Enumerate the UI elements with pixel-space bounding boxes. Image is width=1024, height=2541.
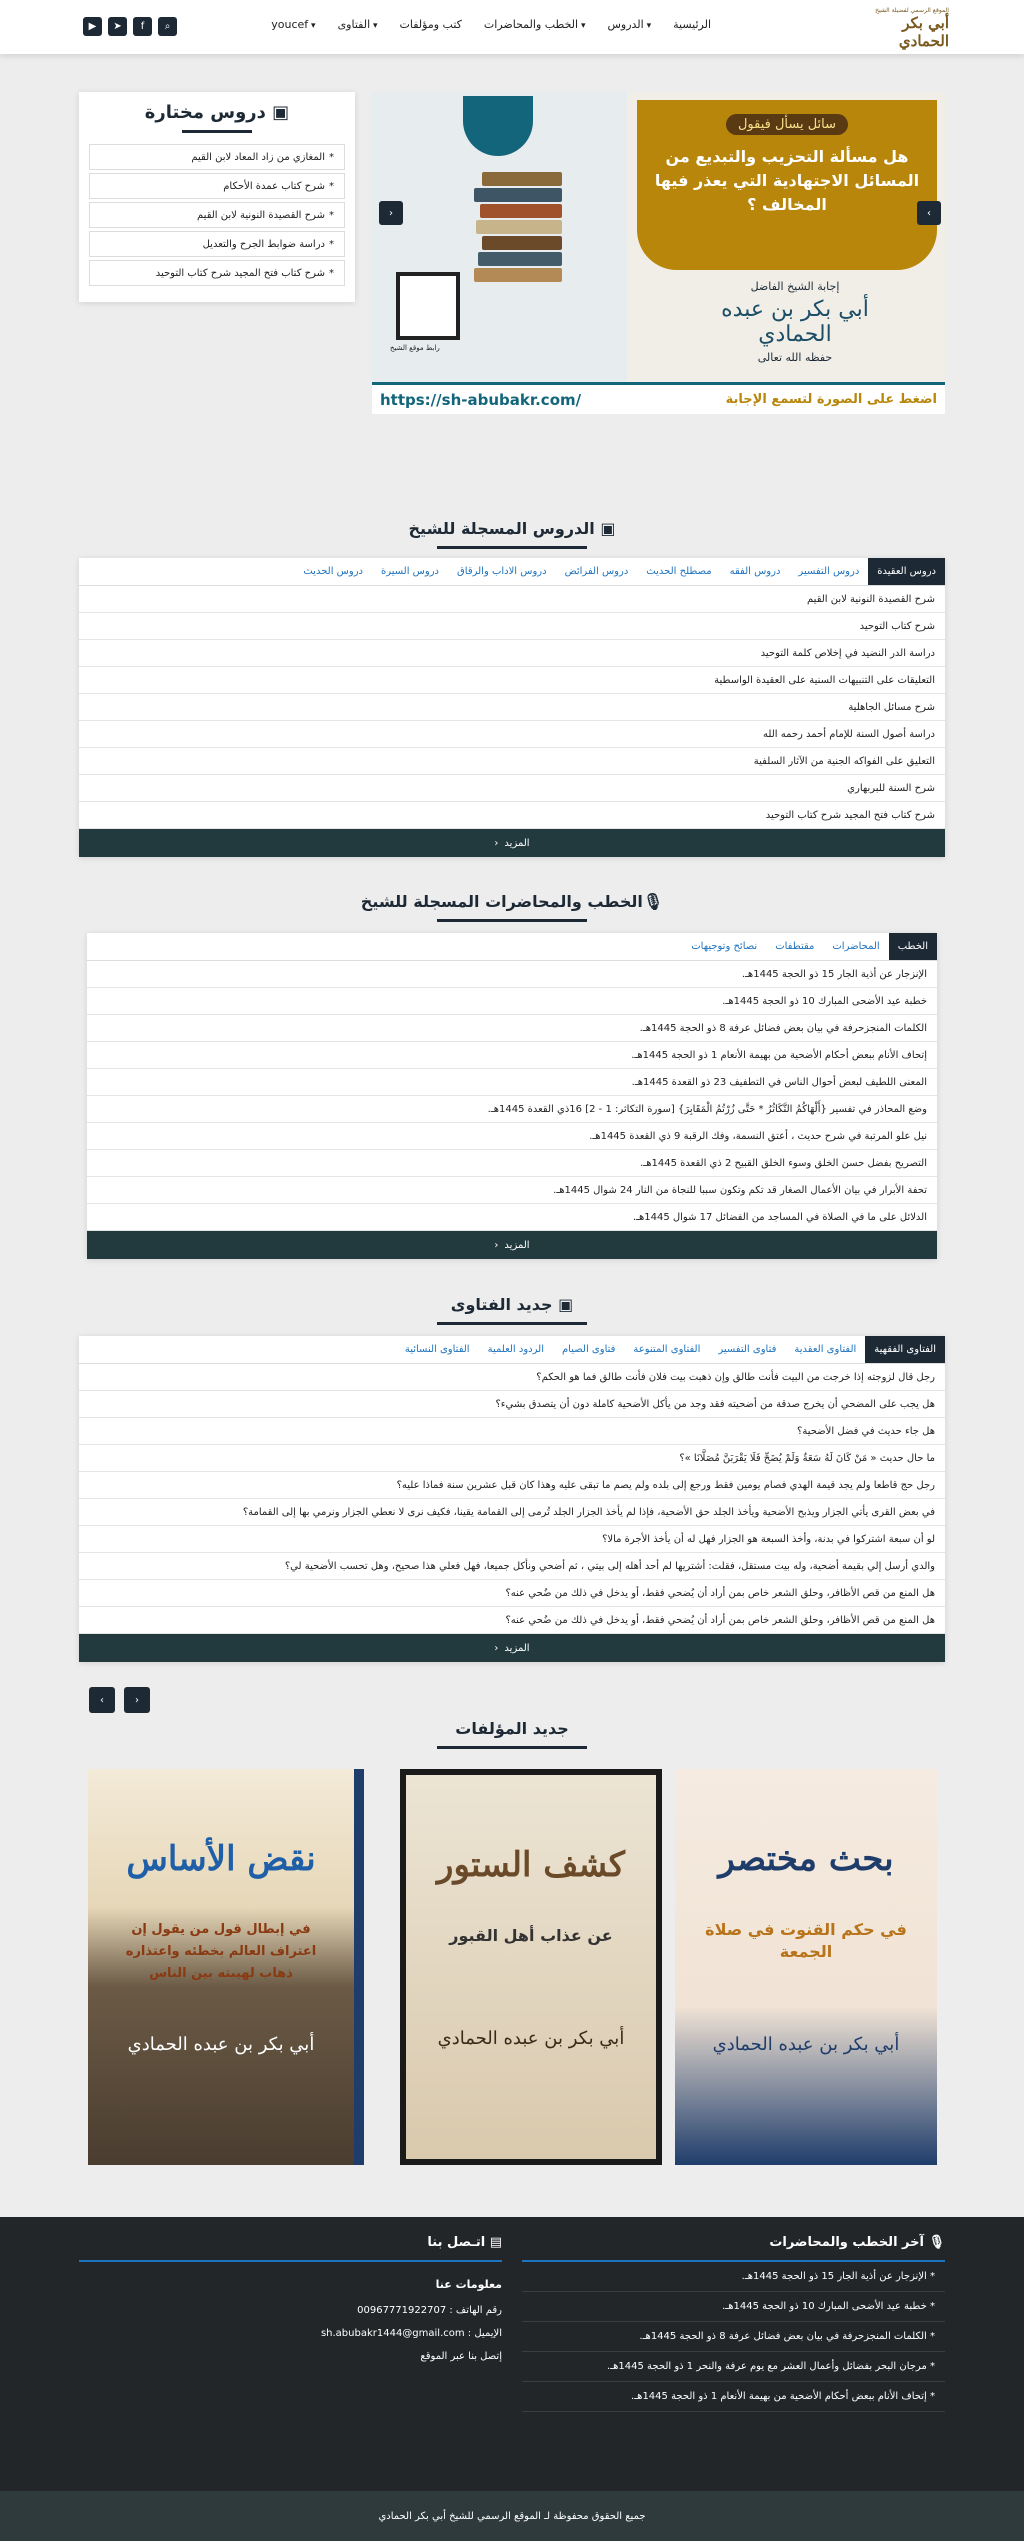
- book-subtitle: عن عذاب أهل القبور: [449, 1926, 613, 1945]
- list-item[interactable]: هل المنع من قص الأظافر، وحلق الشعر خاص بمن أراد أن يُضحي فقط، أو يدخل في ذلك من ضُحي عنه؟: [79, 1580, 945, 1607]
- banner-right-pane: [627, 92, 945, 382]
- book-icon: ▣: [265, 102, 290, 123]
- facebook-icon[interactable]: f: [133, 17, 152, 36]
- books-section: [0, 1662, 1024, 2169]
- books-title: جديد المؤلفات: [455, 1719, 569, 1738]
- qr-label: رابط موقع الشيخ: [390, 344, 440, 352]
- logo-name: أبي بكر الحمادي: [898, 13, 949, 50]
- footer-latest-item[interactable]: * مرجان البحر بفضائل وأعمال العشر مع يوم عرفة والنحر 1 ذو الحجة 1445هـ.: [522, 2352, 945, 2382]
- selected-title: ▣ دروس مختارة: [144, 102, 290, 123]
- social-links: [83, 17, 177, 36]
- book-icon: ▣: [594, 519, 616, 538]
- book-author: أبي بكر بن عبده الحمادي: [127, 2034, 315, 2055]
- tab-faraid[interactable]: دروس الفرائض: [564, 566, 629, 577]
- banner-emblem: [463, 96, 533, 156]
- list-item[interactable]: شرح مسائل الجاهلية: [79, 694, 945, 721]
- nav-fatwas[interactable]: ▾ الفتاوى: [338, 18, 378, 31]
- selected-item[interactable]: * شرح كتاب عمدة الأحكام: [89, 173, 345, 199]
- list-item[interactable]: الإنزجار عن أذية الجار 15 ذو الحجة 1445هـ.: [87, 961, 937, 988]
- fatwas-card: [79, 1336, 945, 1662]
- list-item[interactable]: التصريح بفضل حسن الخلق وسوء الخلق القبيح 2 ذي القعدة 1445هـ.: [87, 1150, 937, 1177]
- footer-info-title: معلومات عنا: [435, 2278, 502, 2291]
- tab-fasting-fatwas[interactable]: فتاوى الصيام: [561, 1344, 616, 1355]
- tab-adab[interactable]: دروس الاداب والرقاق: [457, 566, 547, 577]
- list-item[interactable]: إتحاف الأنام ببعض أحكام الأضحية من بهيمة الأنعام 1 ذو الحجة 1445هـ.: [87, 1042, 937, 1069]
- lessons-title: ▣ الدروس المسجلة للشيخ: [408, 519, 616, 538]
- microphone-icon: 🎙: [923, 2235, 945, 2250]
- slider-next-arrow[interactable]: ›: [917, 201, 941, 225]
- nav-sermons[interactable]: ▾ الخطب والمحاضرات: [484, 18, 586, 31]
- list-item[interactable]: خطبة عيد الأضحى المبارك 10 ذو الحجة 1445هـ.: [87, 988, 937, 1015]
- sermons-section: [0, 857, 1024, 1259]
- banner-cta[interactable]: اضغط على الصورة لتسمع الإجابة: [725, 392, 937, 407]
- selected-item[interactable]: * شرح كتاب فتح المجيد شرح كتاب التوحيد: [89, 260, 345, 286]
- site-header: [0, 0, 1024, 54]
- footer-phone: رقم الهاتف : 00967771922707: [357, 2305, 502, 2316]
- book-subtitle: في حكم القنوت في صلاة الجمعة: [705, 1920, 907, 1961]
- list-item[interactable]: شرح القصيدة النونية لابن القيم: [79, 586, 945, 613]
- footer-contact-link[interactable]: إتصل بنا عبر الموقع: [420, 2351, 502, 2362]
- books-stack-illustration: [472, 172, 562, 302]
- nav-books[interactable]: كتب ومؤلفات: [399, 18, 462, 31]
- sermons-tabs: [87, 933, 937, 961]
- tab-hadith[interactable]: دروس الحديث: [303, 566, 363, 577]
- tab-misc-fatwas[interactable]: الفتاوى المتنوعة: [633, 1344, 701, 1355]
- book-cover[interactable]: [88, 1769, 364, 2165]
- list-item[interactable]: في بعض القرى يأتي الجزار ويذبح الأضحية ويأخذ الجلد حق الأضحية، فإذا لم يأخذ الجزار الجلد تُرمى إلى القمامة يقينا، فكيف نرى لا نعطي الجزار ونرمي بها إلى القمامة؟: [79, 1499, 945, 1526]
- tab-aqeedah-fatwas[interactable]: الفتاوى العقدية: [794, 1344, 857, 1355]
- footer-latest-item[interactable]: * الإنزجار عن أذية الجار 15 ذو الحجة 1445هـ.: [522, 2262, 945, 2292]
- tab-excerpts[interactable]: مقتطفات: [775, 941, 815, 952]
- list-item[interactable]: هل المنع من قص الأظافر، وحلق الشعر خاص بمن أراد أن يُضحي فقط، أو يدخل في ذلك من ضُحي عنه؟: [79, 1607, 945, 1634]
- list-item[interactable]: المعنى اللطيف لبعض أحوال الناس في التطفيف 23 ذو القعدة 1445هـ.: [87, 1069, 937, 1096]
- selected-item[interactable]: * شرح القصيدة النونية لابن القيم: [89, 202, 345, 228]
- tab-tafsir-fatwas[interactable]: فتاوى التفسير: [718, 1344, 777, 1355]
- tab-tafsir[interactable]: دروس التفسير: [798, 566, 860, 577]
- lessons-underline: [437, 546, 587, 549]
- question-tag: سائل يسأل فيقول: [726, 114, 848, 135]
- tab-advice[interactable]: نصائح وتوجيهات: [691, 941, 758, 952]
- lessons-more-button[interactable]: المزيد ‹: [79, 829, 945, 857]
- tab-fiqh[interactable]: دروس الفقه: [729, 566, 781, 577]
- list-item[interactable]: دراسة الدر النضيد في إخلاص كلمة التوحيد: [79, 640, 945, 667]
- list-item[interactable]: هل يجب على المضحي أن يخرج صدقة من أضحيته فقد وجد من يأكل الأضحية كاملة دون أن يتصدق بشيء؟: [79, 1391, 945, 1418]
- footer-contact-title: ▤ اتـصل بنا: [79, 2235, 502, 2262]
- footer-latest-item[interactable]: * خطبة عيد الأضحى المبارك 10 ذو الحجة 1445هـ.: [522, 2292, 945, 2322]
- books-header: [0, 1687, 1024, 1727]
- list-item[interactable]: والدي أرسل إلي بقيمة أضحية، وله بيت مستقل، فقلت: أشتريها لم أحد أهله إلى بيتي ، ثم أضحي ونأكل جميعا، فهل فعلي هذا صحيح، وهل تحسب الأضحية لي؟: [79, 1553, 945, 1580]
- lessons-section: [0, 424, 1024, 857]
- fatwas-title: ▣ جديد الفتاوى: [450, 1295, 574, 1314]
- book-title: كشف الستور: [437, 1845, 625, 1885]
- microphone-icon: 🎙: [642, 892, 664, 911]
- contact-icon: ▤: [485, 2235, 502, 2250]
- list-item[interactable]: نيل علو المرتبة في شرح حديث ، أعتق النسمة، وفك الرقبة 9 ذي القعدة 1445هـ.: [87, 1123, 937, 1150]
- selected-lessons-box: [79, 92, 355, 302]
- site-footer: [0, 2217, 1024, 2491]
- list-item[interactable]: رجل حج قاطعا ولم يجد قيمة الهدي فصام يومين فقط ورجع إلى بلده ولم يصم ما تبقى عليه وهذا كان قبل عشرين سنة فماذا عليه؟: [79, 1472, 945, 1499]
- sermons-more-button[interactable]: المزيد ‹: [87, 1231, 937, 1259]
- fatwas-tabs: [79, 1336, 945, 1364]
- hero-banner[interactable]: [372, 92, 945, 414]
- list-item[interactable]: التعليق على الفواكه الجنية من الآثار السلفية: [79, 748, 945, 775]
- youtube-icon[interactable]: ▶: [83, 17, 102, 36]
- question-panel: [637, 100, 937, 270]
- footer-latest-item[interactable]: * الكلمات المنجزحرفة في بيان بعض فضائل عرفة 8 ذو الحجة 1445هـ.: [522, 2322, 945, 2352]
- nav-lessons[interactable]: ▾ الدروس: [607, 18, 651, 31]
- book-author: أبي بكر بن عبده الحمادي: [437, 2028, 625, 2049]
- tab-women-fatwas[interactable]: الفتاوى النسائية: [404, 1344, 470, 1355]
- honorific: حفظه الله تعالى: [757, 351, 833, 364]
- tab-mustalah[interactable]: مصطلح الحديث: [646, 566, 712, 577]
- books-grid: [0, 1769, 1024, 2169]
- books-underline: [437, 1746, 587, 1749]
- fatwas-underline: [437, 1322, 587, 1325]
- nav-user[interactable]: ▾ youcef: [271, 18, 315, 31]
- sheikh-name: أبي بكر بن عبده الحمادي: [721, 297, 869, 347]
- list-item[interactable]: لو أن سبعة اشتركوا في بدنة، وأخذ السبعة هو الجزار فهل له أن يأخذ الأجرة مالا؟: [79, 1526, 945, 1553]
- qr-code: [396, 272, 460, 340]
- fatwas-more-button[interactable]: المزيد ‹: [79, 1634, 945, 1662]
- list-item[interactable]: التعليقات على التنبيهات السنية على العقيدة الواسطية: [79, 667, 945, 694]
- banner-bottom-bar: [372, 382, 945, 414]
- banner-url[interactable]: https://sh-abubakr.com/: [380, 390, 582, 409]
- site-logo[interactable]: [875, 8, 949, 48]
- tab-khutab[interactable]: الخطب: [889, 933, 937, 960]
- lessons-tabs: [79, 558, 945, 586]
- footer-contact: [79, 2235, 502, 2368]
- search-icon[interactable]: ⌕: [158, 17, 177, 36]
- books-prev-icon[interactable]: ‹: [124, 1687, 150, 1713]
- list-item[interactable]: وضع المحاذر في تفسير {أَلْهَاكُمُ التَّكَاثُرُ * حَتَّى زُرْتُمُ الْمَقَابِرَ} [سورة التكاثر: 1 - 2] 16ذي القعدة 1445هـ.: [87, 1096, 937, 1123]
- answer-by-label: إجابة الشيخ الفاضل: [750, 280, 840, 293]
- question-text: هل مسألة التحزيب والتبديع من المسائل الاجتهادية التي يعذر فيها المخالف ؟: [654, 147, 920, 214]
- list-item[interactable]: شرح كتاب التوحيد: [79, 613, 945, 640]
- tab-responses[interactable]: الردود العلمية: [487, 1344, 544, 1355]
- slider-prev-arrow[interactable]: ‹: [379, 201, 403, 225]
- book-title: نقض الأساس: [126, 1839, 316, 1879]
- main-nav: [271, 18, 711, 31]
- list-item[interactable]: شرح السنة للبربهاري: [79, 775, 945, 802]
- book-title: بحث مختصر: [718, 1839, 894, 1879]
- lessons-card: [79, 558, 945, 857]
- banner-left-pane: [372, 92, 627, 414]
- tab-seerah[interactable]: دروس السيرة: [380, 566, 440, 577]
- selected-item[interactable]: * المغازي من زاد المعاد لابن القيم: [89, 144, 345, 170]
- book-subtitle: في إبطال قول من يقول إن اعتراف العالم بخطئه واعتذاره ذهاب لهيبته بين الناس: [125, 1922, 317, 1981]
- books-next-icon[interactable]: ›: [89, 1687, 115, 1713]
- logo-small-text: الموقع الرسمي لفضيلة الشيخ: [875, 6, 949, 14]
- tab-fiqh-fatwas[interactable]: الفتاوى الفقهية: [865, 1336, 945, 1363]
- list-item[interactable]: شرح كتاب فتح المجيد شرح كتاب التوحيد: [79, 802, 945, 829]
- selected-item[interactable]: * دراسة ضوابط الجرح والتعديل: [89, 231, 345, 257]
- copyright-bar: جميع الحقوق محفوظة لـ الموقع الرسمي للشيخ أبي بكر الحمادي: [0, 2491, 1024, 2541]
- nav-home[interactable]: الرئيسية: [673, 18, 711, 31]
- selected-underline: [182, 130, 252, 133]
- fatwa-icon: ▣: [552, 1295, 574, 1314]
- hero-section: [0, 54, 1024, 424]
- fatwas-section: [0, 1259, 1024, 1662]
- book-cover[interactable]: [675, 1769, 937, 2165]
- sermons-underline: [437, 919, 587, 922]
- sermons-card: [87, 933, 937, 1259]
- list-item[interactable]: دراسة أصول السنة للإمام أحمد رحمه الله: [79, 721, 945, 748]
- book-author: أبي بكر بن عبده الحمادي: [712, 2034, 900, 2055]
- list-item[interactable]: الكلمات المنجزحرفة في بيان بعض فضائل عرفة 8 ذو الحجة 1445هـ.: [87, 1015, 937, 1042]
- footer-latest-title: 🎙 آخر الخطب والمحاضرات: [522, 2235, 945, 2262]
- tab-lectures[interactable]: المحاضرات: [832, 941, 880, 952]
- footer-email[interactable]: الإيميل : sh.abubakr1444@gmail.com: [320, 2328, 502, 2339]
- list-item[interactable]: تحفة الأبرار في بيان الأعمال الصغار قد تكم وتكون سببا للنجاة من النار 24 شوال 1445هـ.: [87, 1177, 937, 1204]
- list-item[interactable]: الدلائل على ما في الصلاة في المساجد من الفضائل 17 شوال 1445هـ.: [87, 1204, 937, 1231]
- telegram-icon[interactable]: ➤: [108, 17, 127, 36]
- sermons-title: 🎙الخطب والمحاضرات المسجلة للشيخ: [360, 892, 664, 911]
- list-item[interactable]: هل جاء حديث في فضل الأضحية؟: [79, 1418, 945, 1445]
- footer-latest: [522, 2235, 945, 2412]
- list-item[interactable]: رجل قال لزوجته إذا خرجت من البيت فأنت طالق وإن ذهبت بيت فلان فأنت طالق فما هو الحكم؟: [79, 1364, 945, 1391]
- answer-by: [685, 280, 905, 364]
- book-cover[interactable]: [400, 1769, 662, 2165]
- footer-latest-item[interactable]: * إتحاف الأنام ببعض أحكام الأضحية من بهيمة الأنعام 1 ذو الحجة 1445هـ.: [522, 2382, 945, 2412]
- tab-aqeedah[interactable]: دروس العقيدة: [868, 558, 945, 585]
- list-item[interactable]: ما حال حديث « مَنْ كَانَ لَهُ سَعَةٌ وَلَمْ يُضَحِّ فَلَا يَقْرَبَنَّ مُصَلَّانَا »؟: [79, 1445, 945, 1472]
- books-carousel-nav: [89, 1687, 150, 1713]
